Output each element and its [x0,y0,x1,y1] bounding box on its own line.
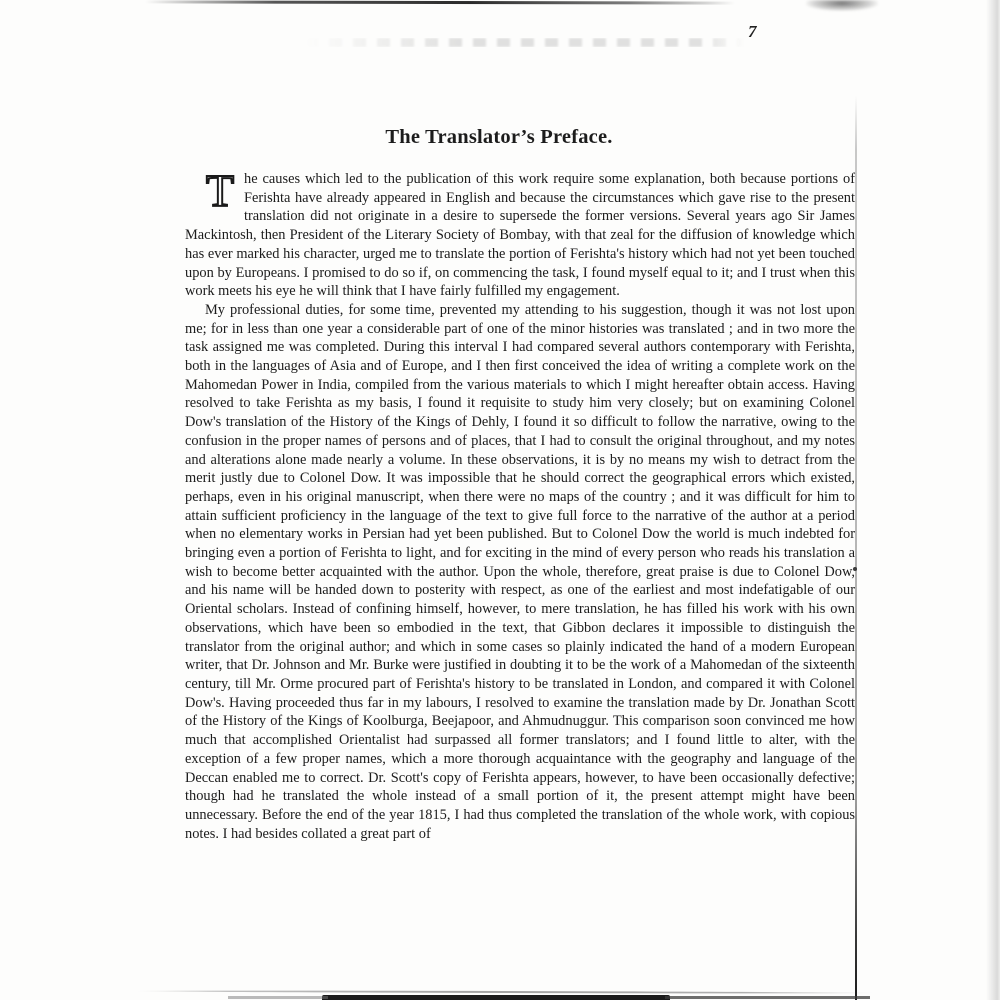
page-title: The Translator’s Preface. [385,126,613,148]
paragraph-one [185,170,855,301]
scan-artifact-bottom-bar-right [665,996,870,999]
page-number: 7 [748,22,757,41]
scan-artifact-ghost-text [305,38,745,47]
paragraph-two: My professional duties, for some time, prevented my attending to his suggestion, though it was not lost upon me; for in less than one year a considerable part of one of the minor histories was translated ; and in two more the task assigned me was completed. During this interval I had compared several authors contemporary with Ferishta, both in the languages of Asia and of Europe, and I then first conceived the idea of writing a complete work on the Mahomedan Power in India, compiled from the various materials to which I might hereafter obtain access. Having resolved to take Ferishta as my basis, I found it requisite to study him very closely; but on examining Colonel Dow's translation of the History of the Kings of Dehly, I found it so difficult to follow the narrative, owing to the confusion in the proper names of persons and of places, that I had to consult the original throughout, and my notes and alterations alone made nearly a volume. In these observations, it is by no means my wish to detract from the merit justly due to Colonel Dow. It was impossible that he should correct the geographical errors which existed, perhaps, even in his original manuscript, when there were no maps of the country ; and it was difficult for him to attain sufficient proficiency in the language of the text to give full force to the narrative of the author at a period when no elementary works in Persian had yet been published. But to Colonel Dow the world is much indebted for bringing even a portion of Ferishta to light, and for exciting in the mind of every person who reads his translation a wish to become better acquainted with the author. Upon the whole, therefore, great praise is due to Colonel Dow, and his name will be handed down to posterity with respect, as one of the earliest and most indefatigable of our Oriental scholars. Instead of confining himself, however, to mere translation, he has filled his work with his own observations, which have been so embodied in the text, that Gibbon declares it impossible to distinguish the translator from the original author; and which in some cases so plainly indicated the hand of a modern European writer, that Dr. Johnson and Mr. Burke were justified in doubting it to be the work of a Mahomedan of the sixteenth century, till Mr. Orme procured part of Ferishta's history to be translated in London, and compared it with Colonel Dow's. Having proceeded thus far in my labours, I resolved to examine the translation made by Dr. Jonathan Scott of the History of the Kings of Koolburga, Beejapoor, and Ahmudnuggur. This comparison soon convinced me how much that accomplished Orientalist had surpassed all former translators; and I found little to alter, with the exception of a few proper names, which a more thorough acquaintance with the geography and language of the Deccan enabled me to correct. Dr. Scott's copy of Ferishta appears, however, to have been occasionally defective; though had he translated the whole instead of a small portion of it, the present attempt might have been unnecessary. Before the end of the year 1815, I had thus completed the translation of the whole work, with copious notes. I had besides collated a great part of [185,301,855,842]
scan-artifact-fold-line [855,96,857,1000]
scan-artifact-bottom-curve [135,990,875,994]
scan-artifact-bottom-bar-left [228,996,328,999]
drop-cap-letter: T [206,172,235,210]
drop-cap-glyph [205,172,238,210]
preface-body-text [185,170,855,843]
scan-artifact-right-edge [986,0,1000,1000]
scan-artifact-corner-smudge [806,0,878,11]
drop-cap [205,172,238,209]
paragraph-one-text: he causes which led to the publication of this work require some explanation, both because portions of Ferishta have already appeared in English and because the circumstances which gave rise to the present translation did not originate in a desire to supersede the former versions. Several years ago Sir James Mackintosh, then President of the Literary Society of Bombay, with that zeal for the diffusion of knowledge which has ever marked his character, urged me to translate the portion of Ferishta's history which had not yet been touched upon by Europeans. I promised to do so if, on commencing the task, I found myself equal to it; and I trust when this work meets his eye he will think that I have fairly fulfilled my engagement. [185,171,855,300]
scan-artifact-bottom-bar [322,995,670,1000]
scan-artifact-top-edge [145,0,735,4]
